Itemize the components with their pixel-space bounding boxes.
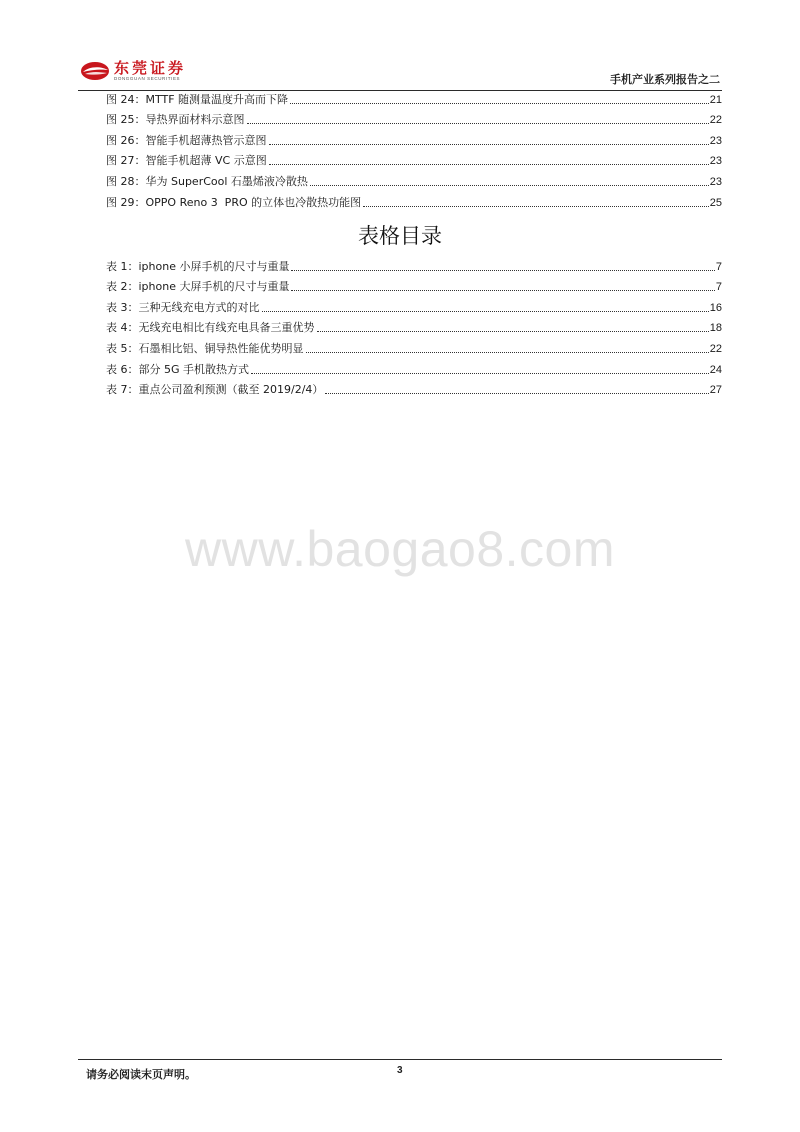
toc-entry[interactable] [106,274,722,295]
toc-entry[interactable] [106,253,722,274]
toc-entry-label: 表 3：三种无线充电方式的对比 [106,300,260,314]
toc-entry[interactable] [106,86,722,107]
figures-toc-list [106,86,722,210]
toc-entry-page: 27 [709,384,722,397]
toc-entry[interactable] [106,315,722,336]
toc-entry-page: 24 [709,363,722,376]
toc-leader-dots [269,143,709,145]
toc-entry[interactable] [106,294,722,315]
company-logo [80,58,186,84]
toc-entry-page: 7 [715,281,722,294]
toc-leader-dots [269,163,709,165]
page-number: 3 [397,1065,403,1076]
toc-leader-dots [310,184,709,186]
toc-entry[interactable] [106,335,722,356]
toc-entry-page: 16 [709,301,722,314]
toc-entry-label: 图 26：智能手机超薄热管示意图 [106,133,267,147]
logo-emblem-icon [80,60,110,82]
toc-leader-dots [262,310,709,312]
toc-entry-label: 图 25：导热界面材料示意图 [106,113,245,127]
toc-leader-dots [325,392,708,394]
toc-entry-label: 表 2：iphone 大屏手机的尺寸与重量 [106,280,290,294]
toc-entry-label: 图 27：智能手机超薄 VC 示意图 [106,154,267,168]
disclaimer-note: 请务必阅读末页声明。 [86,1068,196,1081]
tables-toc-heading: 表格目录 [358,224,442,248]
toc-leader-dots [247,122,709,124]
toc-leader-dots [290,102,709,104]
toc-entry[interactable] [106,168,722,189]
toc-entry[interactable] [106,127,722,148]
toc-entry[interactable] [106,356,722,377]
toc-leader-dots [317,330,709,332]
logo-cn-text: 东莞证券 [114,59,187,77]
toc-entry-label: 表 4：无线充电相比有线充电具备三重优势 [106,321,315,335]
toc-entry-page: 23 [709,175,722,188]
toc-entry-page: 22 [709,342,722,355]
toc-leader-dots [291,269,714,271]
footer-divider [78,1059,722,1060]
toc-entry-page: 23 [709,134,722,147]
toc-entry-label: 表 6：部分 5G 手机散热方式 [106,362,250,376]
toc-entry-page: 21 [709,93,722,106]
report-series-title: 手机产业系列报告之二 [610,73,720,86]
toc-entry-label: 表 1：iphone 小屏手机的尺寸与重量 [106,259,290,273]
toc-entry[interactable] [106,189,722,210]
toc-entry-page: 18 [709,322,722,335]
toc-entry[interactable] [106,148,722,169]
toc-entry-page: 7 [715,260,722,273]
logo-en-text: DONGGUAN SECURITIES [114,76,181,81]
toc-entry-page: 22 [709,114,722,127]
toc-entry-label: 图 28：华为 SuperCool 石墨烯液冷散热 [106,174,308,188]
watermark-text: www.baogao8.com [185,521,615,577]
toc-entry[interactable] [106,377,722,398]
toc-entry-label: 图 29：OPPO Reno 3 PRO 的立体也冷散热功能图 [106,195,362,209]
toc-entry[interactable] [106,107,722,128]
toc-leader-dots [363,205,709,207]
toc-leader-dots [291,289,714,291]
toc-entry-page: 23 [709,155,722,168]
toc-leader-dots [251,372,709,374]
toc-entry-page: 25 [709,196,722,209]
toc-entry-label: 图 24：MTTF 随测量温度升高而下降 [106,92,289,106]
toc-leader-dots [306,351,709,353]
tables-toc-list [106,253,722,397]
toc-entry-label: 表 5：石墨相比铝、铜导热性能优势明显 [106,341,304,355]
toc-entry-label: 表 7：重点公司盈利预测（截至 2019/2/4） [106,383,324,397]
